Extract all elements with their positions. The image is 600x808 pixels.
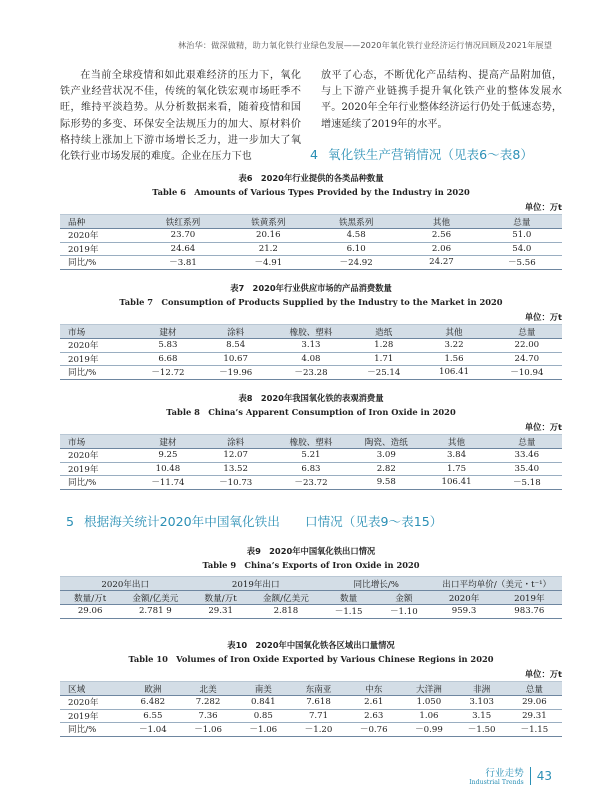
- table-row: [60, 229, 562, 243]
- table-row: [60, 476, 562, 490]
- table-cell: 5.21: [271, 449, 351, 463]
- section-5-number: 5: [66, 514, 75, 529]
- column-header: 其他: [401, 215, 481, 229]
- page-footer: [469, 765, 552, 786]
- table-cell: 1.28: [351, 339, 416, 353]
- table-cell: 9.58: [351, 476, 421, 490]
- intro-left-paragraph: 在当前全球疫情和如此艰难经济的压力下，氧化铁产业经营状况不佳，传统的氧化铁宏观市场旺季不旺，维持平淡趋势。从分析数据来看，随着疫情和国际形势的多变、环保安全法规压力的加大、原材料价格持续上涨加上下游市场增长乏力，进一步加大了氧化铁行业市场发展的难度。企业在压力下也: [60, 70, 301, 163]
- table-cell: 2.818: [251, 605, 321, 619]
- table-cell: 2.82: [351, 462, 421, 476]
- table-6: [60, 172, 562, 270]
- table-8-caption-en: Table 8 China’s Apparent Consumption of Iron Oxide in 2020: [166, 407, 456, 417]
- table-cell: 13.52: [201, 462, 271, 476]
- section-4-heading: [310, 144, 533, 163]
- table-cell: －1.20: [291, 723, 346, 737]
- table-9: [60, 545, 562, 619]
- table-8-grid: [60, 434, 562, 490]
- table-cell: 2019年: [60, 352, 135, 366]
- column-header: 造纸: [351, 325, 416, 339]
- intro-left-column: [60, 68, 301, 165]
- table-cell: 6.10: [311, 242, 401, 256]
- table-cell: 6.482: [125, 696, 180, 710]
- table-cell: 3.15: [457, 709, 507, 723]
- table-cell: －10.94: [492, 366, 562, 380]
- table-cell: －24.92: [311, 256, 401, 270]
- table-cell: 同比/%: [60, 476, 135, 490]
- table-header-row: [60, 435, 562, 449]
- column-header: 总量: [492, 325, 562, 339]
- column-header: 橡胶、塑料: [271, 435, 351, 449]
- table-10-caption-en: Table 10 Volumes of Iron Oxide Exported by Various Chinese Regions in 2020: [128, 654, 494, 664]
- table-cell: 51.0: [482, 229, 562, 243]
- column-header: 2020年: [431, 591, 496, 605]
- table-cell: 6.68: [135, 352, 200, 366]
- journal-name: [469, 765, 523, 786]
- column-header: 金额/亿美元: [251, 591, 321, 605]
- group-header: 同比增长/%: [321, 577, 431, 591]
- section-4-title: 氧化铁生产营销情况（见表6～表8）: [328, 147, 533, 162]
- section-5-heading: [66, 511, 442, 530]
- table-cell: －4.91: [226, 256, 311, 270]
- table-row: [60, 605, 562, 619]
- column-header: 数量/万t: [60, 591, 120, 605]
- table-cell: 0.841: [236, 696, 291, 710]
- table-cell: 1.050: [401, 696, 456, 710]
- column-header: 其他: [421, 435, 491, 449]
- column-header: 涂料: [201, 435, 271, 449]
- table-cell: 7.71: [291, 709, 346, 723]
- table-9-caption-cn: 表9 2020年中国氧化铁出口情况: [246, 546, 376, 556]
- journal-name-en: Industrial Trends: [469, 779, 524, 786]
- table-cell: －5.18: [492, 476, 562, 490]
- table-header-row: [60, 682, 562, 696]
- table-cell: －10.73: [201, 476, 271, 490]
- table-cell: 10.48: [135, 462, 200, 476]
- table-10-unit: 单位：万t: [524, 669, 562, 679]
- table-cell: －5.56: [482, 256, 562, 270]
- table-cell: －0.99: [401, 723, 456, 737]
- table-header-row: [60, 215, 562, 229]
- table-cell: 3.22: [416, 339, 491, 353]
- table-cell: 20.16: [226, 229, 311, 243]
- table-cell: 同比/%: [60, 256, 140, 270]
- table-row: [60, 696, 562, 710]
- column-header: 南美: [236, 682, 291, 696]
- table-cell: 1.06: [401, 709, 456, 723]
- table-cell: 2.61: [346, 696, 401, 710]
- footer-divider: [530, 767, 531, 785]
- table-cell: 2.06: [401, 242, 481, 256]
- table-cell: 29.06: [60, 605, 120, 619]
- table-cell: 7.618: [291, 696, 346, 710]
- table-9-caption-en: Table 9 China’s Exports of Iron Oxide in 2020: [202, 560, 420, 570]
- table-cell: －25.14: [351, 366, 416, 380]
- table-cell: 29.31: [191, 605, 251, 619]
- table-row: [60, 339, 562, 353]
- column-header: 陶瓷、造纸: [351, 435, 421, 449]
- table-cell: －23.72: [271, 476, 351, 490]
- table-cell: －1.06: [180, 723, 235, 737]
- table-cell: 959.3: [431, 605, 496, 619]
- column-header: 市场: [60, 435, 135, 449]
- table-cell: 7.36: [180, 709, 235, 723]
- column-header: 金额/亿美元: [120, 591, 190, 605]
- section-4-number: 4: [310, 147, 319, 162]
- table-6-caption-en: Table 6 Amounts of Various Types Provided by the Industry in 2020: [152, 187, 470, 197]
- table-cell: 2020年: [60, 339, 135, 353]
- table-8: [60, 392, 562, 490]
- table-7-caption-en: Table 7 Consumption of Products Supplied by the Industry to the Market in 2020: [119, 297, 503, 307]
- column-header: 大洋洲: [401, 682, 456, 696]
- table-cell: 5.83: [135, 339, 200, 353]
- table-cell: 106.41: [416, 366, 491, 380]
- section-5-title: 根据海关统计2020年中国氧化铁出 口情况（见表9～表15）: [84, 514, 443, 529]
- column-header: 其他: [416, 325, 491, 339]
- column-header: 数量/万t: [191, 591, 251, 605]
- intro-right-paragraph: 放平了心态，不断优化产品结构、提高产品附加值，与上下游产业链携手提升氧化铁产业的整体发展水平。2020年全年行业整体经济运行仍处于低速态势，增速延续了2019年的水平。: [321, 70, 562, 130]
- table-cell: 29.31: [507, 709, 562, 723]
- table-10-caption-cn: 表10 2020年中国氧化铁各区域出口量情况: [227, 640, 395, 650]
- table-group-header-row: [60, 577, 562, 591]
- table-row: [60, 366, 562, 380]
- table-cell: 3.84: [421, 449, 491, 463]
- table-cell: 3.13: [271, 339, 351, 353]
- column-header: 数量: [321, 591, 376, 605]
- table-cell: 3.103: [457, 696, 507, 710]
- table-row: [60, 256, 562, 270]
- table-cell: 0.85: [236, 709, 291, 723]
- journal-name-cn: 行业走势: [485, 768, 524, 779]
- column-header: 中东: [346, 682, 401, 696]
- table-cell: 6.55: [125, 709, 180, 723]
- table-cell: 1.71: [351, 352, 416, 366]
- table-cell: －1.50: [457, 723, 507, 737]
- table-cell: 2020年: [60, 229, 140, 243]
- table-cell: 同比/%: [60, 366, 135, 380]
- table-cell: 1.56: [416, 352, 491, 366]
- table-cell: 2020年: [60, 696, 125, 710]
- column-header: 总量: [507, 682, 562, 696]
- table-10: [60, 639, 562, 737]
- table-cell: 22.00: [492, 339, 562, 353]
- table-cell: －3.81: [140, 256, 225, 270]
- table-cell: －12.72: [135, 366, 200, 380]
- table-header-row: [60, 325, 562, 339]
- table-cell: －0.76: [346, 723, 401, 737]
- table-cell: 1.75: [421, 462, 491, 476]
- table-6-unit: 单位：万t: [524, 202, 562, 212]
- column-header: 建材: [135, 325, 200, 339]
- table-cell: 983.76: [497, 605, 562, 619]
- table-cell: 7.282: [180, 696, 235, 710]
- group-header: 出口平均单价/（美元・t⁻¹）: [431, 577, 562, 591]
- table-header-row: [60, 591, 562, 605]
- column-header: 市场: [60, 325, 135, 339]
- table-cell: 2.781 9: [120, 605, 190, 619]
- table-cell: －1.15: [507, 723, 562, 737]
- table-cell: 33.46: [492, 449, 562, 463]
- table-row: [60, 449, 562, 463]
- table-cell: 24.27: [401, 256, 481, 270]
- table-cell: 9.25: [135, 449, 200, 463]
- table-cell: 2020年: [60, 449, 135, 463]
- column-header: 建材: [135, 435, 200, 449]
- table-row: [60, 709, 562, 723]
- table-8-caption-cn: 表8 2020年我国氧化铁的表观消费量: [238, 393, 384, 403]
- table-row: [60, 462, 562, 476]
- table-7: [60, 282, 562, 380]
- table-cell: 同比/%: [60, 723, 125, 737]
- table-cell: 6.83: [271, 462, 351, 476]
- group-header: 2019年出口: [191, 577, 322, 591]
- column-header: 铁黑系列: [311, 215, 401, 229]
- table-cell: 2019年: [60, 242, 140, 256]
- table-cell: 24.64: [140, 242, 225, 256]
- column-header: 2019年: [497, 591, 562, 605]
- column-header: 欧洲: [125, 682, 180, 696]
- table-7-caption-cn: 表7 2020年行业供应市场的产品消费数量: [230, 283, 392, 293]
- table-cell: 23.70: [140, 229, 225, 243]
- table-cell: －23.28: [271, 366, 351, 380]
- column-header: 总量: [492, 435, 562, 449]
- table-9-grid: [60, 576, 562, 619]
- column-header: 铁黄系列: [226, 215, 311, 229]
- table-cell: 4.58: [311, 229, 401, 243]
- table-row: [60, 723, 562, 737]
- table-cell: －1.04: [125, 723, 180, 737]
- running-header: 林治华：做深做精，助力氧化铁行业绿色发展——2020年氧化铁行业经济运行情况回顾及2021年展望: [178, 40, 552, 50]
- column-header: 橡胶、塑料: [271, 325, 351, 339]
- table-6-caption-cn: 表6 2020年行业提供的各类品种数量: [238, 173, 384, 183]
- table-cell: －19.96: [201, 366, 271, 380]
- table-6-grid: [60, 214, 562, 270]
- table-row: [60, 242, 562, 256]
- table-cell: 12.07: [201, 449, 271, 463]
- table-cell: 2.63: [346, 709, 401, 723]
- column-header: 东南亚: [291, 682, 346, 696]
- table-cell: 24.70: [492, 352, 562, 366]
- table-7-unit: 单位：万t: [524, 312, 562, 322]
- column-header: 北美: [180, 682, 235, 696]
- table-cell: －1.10: [376, 605, 431, 619]
- table-cell: 29.06: [507, 696, 562, 710]
- page-number: 43: [536, 768, 552, 783]
- table-cell: 4.08: [271, 352, 351, 366]
- column-header: 涂料: [201, 325, 271, 339]
- table-cell: 3.09: [351, 449, 421, 463]
- table-cell: 35.40: [492, 462, 562, 476]
- column-header: 区域: [60, 682, 125, 696]
- column-header: 铁红系列: [140, 215, 225, 229]
- column-header: 总量: [482, 215, 562, 229]
- table-cell: 54.0: [482, 242, 562, 256]
- column-header: 非洲: [457, 682, 507, 696]
- table-cell: 21.2: [226, 242, 311, 256]
- table-row: [60, 352, 562, 366]
- column-header: 品种: [60, 215, 140, 229]
- table-cell: 106.41: [421, 476, 491, 490]
- table-cell: －1.15: [321, 605, 376, 619]
- table-cell: －1.06: [236, 723, 291, 737]
- table-cell: 2019年: [60, 462, 135, 476]
- table-cell: －11.74: [135, 476, 200, 490]
- table-cell: 2.56: [401, 229, 481, 243]
- table-7-grid: [60, 324, 562, 380]
- table-cell: 10.67: [201, 352, 271, 366]
- table-cell: 8.54: [201, 339, 271, 353]
- table-8-unit: 单位：万t: [524, 422, 562, 432]
- column-header: 金额: [376, 591, 431, 605]
- table-10-grid: [60, 681, 562, 737]
- group-header: 2020年出口: [60, 577, 191, 591]
- table-cell: 2019年: [60, 709, 125, 723]
